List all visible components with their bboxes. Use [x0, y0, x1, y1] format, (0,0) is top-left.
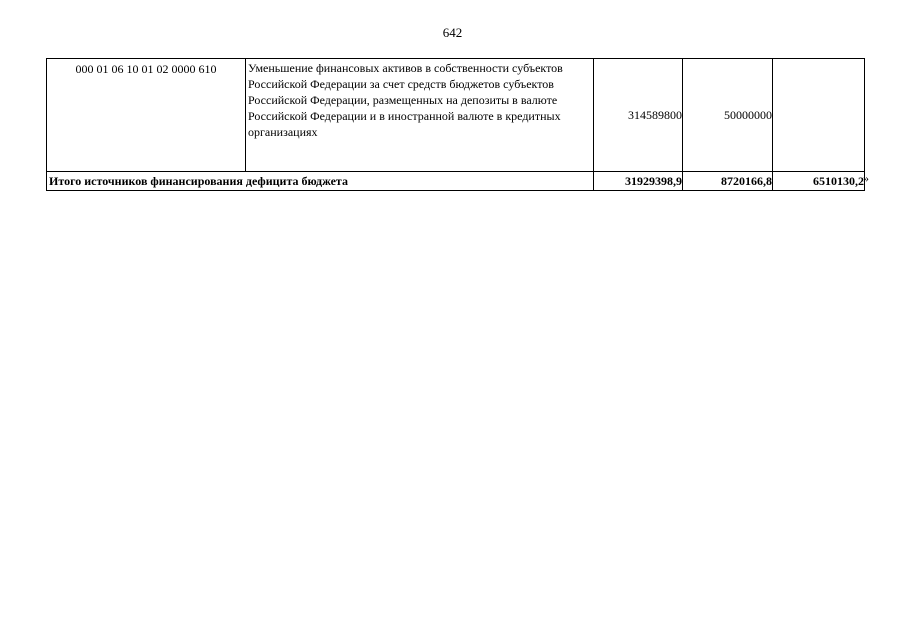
total-label: Итого источников финансирования дефицита бюджета: [47, 172, 594, 191]
table-row: [47, 59, 865, 172]
amount-year-3: [773, 59, 865, 172]
total-row: [47, 172, 865, 191]
budget-sources-table: [46, 58, 865, 191]
amount-year-1: 314589800: [594, 59, 683, 172]
total-year-3: 6510130,2: [773, 172, 865, 191]
budget-classification-code: 000 01 06 10 01 02 0000 610: [47, 59, 246, 172]
total-year-1: 31929398,9: [594, 172, 683, 191]
page-number: 642: [442, 25, 463, 40]
total-year-2: 8720166,8: [683, 172, 773, 191]
amount-year-2: 50000000: [683, 59, 773, 172]
closing-quote: »: [863, 171, 869, 185]
source-name: Уменьшение финансовых активов в собственности субъектов Российской Федерации за счет средств бюджетов субъектов Российской Федерации, размещенных на депозиты в валюте Российской Федерации и в иностранной валюте в кредитных организациях: [246, 59, 594, 172]
